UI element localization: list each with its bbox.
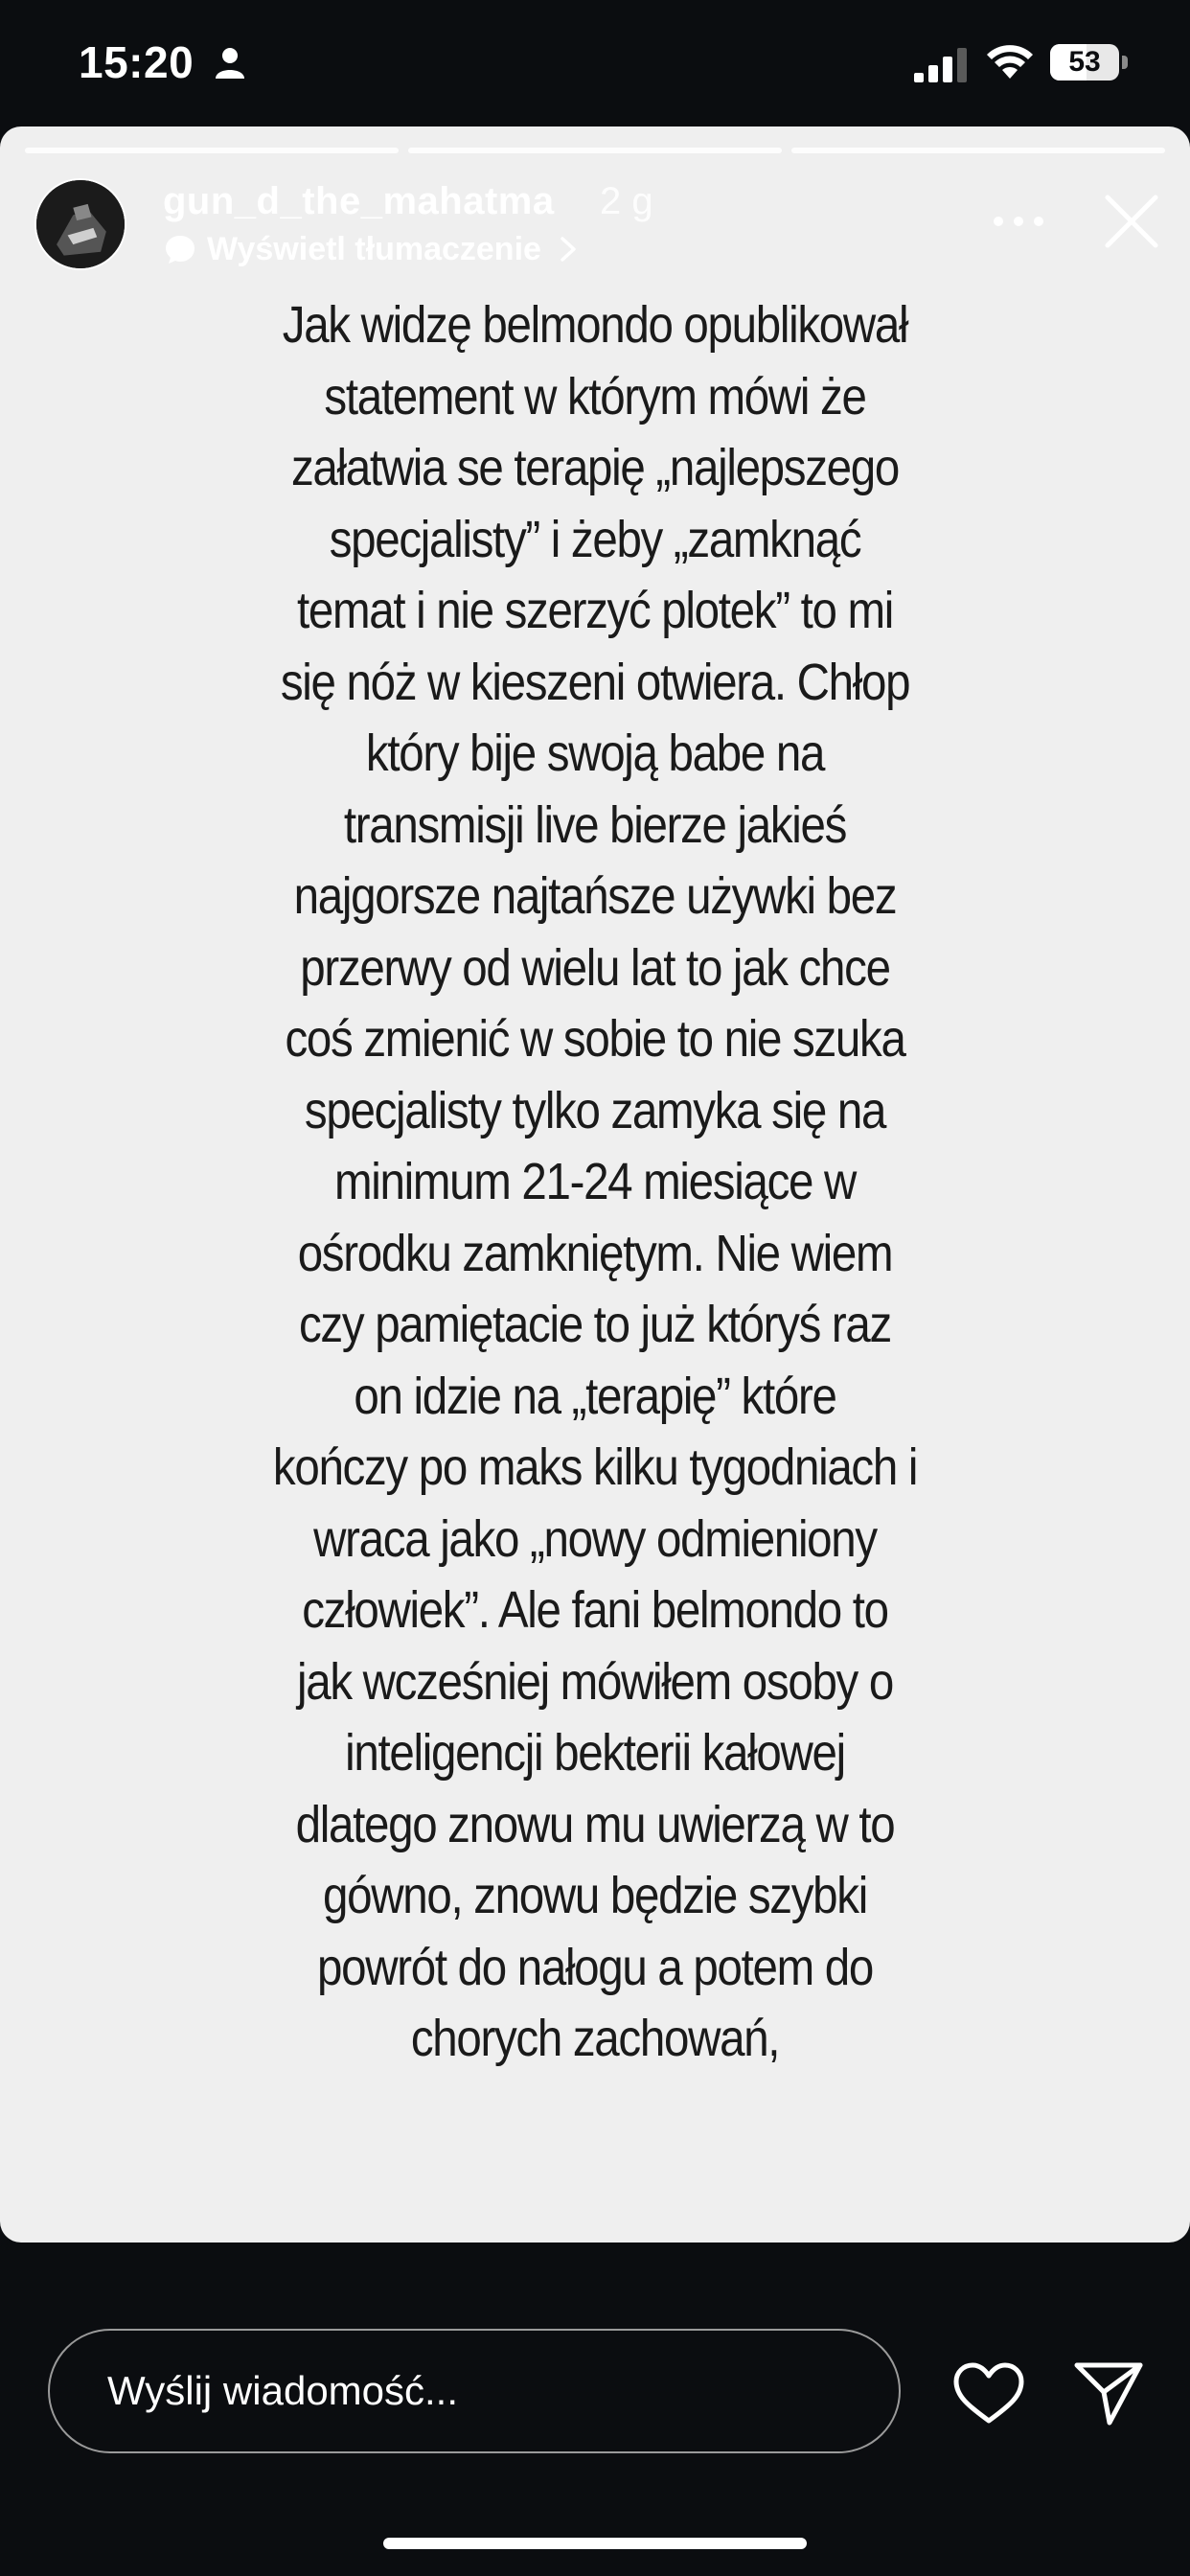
- story-text-line: dlatego znowu mu uwierzą w to: [295, 1795, 895, 1853]
- story-text-line: Jak widzę belmondo opublikował: [282, 296, 908, 354]
- story-card[interactable]: [0, 126, 1190, 2242]
- story-text-line: czy pamiętacie to już któryś raz: [298, 1296, 891, 1353]
- status-bar: [0, 0, 1190, 126]
- battery-level: 53: [1068, 46, 1101, 78]
- story-text-line: załatwia se terapię „najlepszego: [290, 439, 899, 496]
- home-indicator: [383, 2538, 807, 2549]
- status-time: 15:20: [79, 37, 195, 87]
- person-icon: [213, 46, 247, 80]
- progress-segment: [408, 148, 782, 153]
- more-icon[interactable]: [991, 207, 1046, 236]
- story-text-line: powrót do nałogu a potem do: [317, 1938, 873, 1996]
- story-text-line: specjalisty” i żeby „zamknąć: [329, 510, 861, 568]
- reply-bar: [0, 2242, 1190, 2576]
- story-text-line: transmisji live bierze jakieś: [343, 795, 847, 854]
- heart-icon[interactable]: [950, 2359, 1027, 2426]
- send-icon[interactable]: [1071, 2356, 1146, 2430]
- story-text-line: temat i nie szerzyć plotek” to mi: [297, 582, 893, 639]
- story-age: 2 g: [600, 180, 653, 222]
- story-username[interactable]: gun_d_the_mahatma: [163, 180, 555, 222]
- story-text-line: który bije swoją babe na: [365, 724, 825, 782]
- story-text: [257, 289, 933, 2075]
- signal-icon: [912, 48, 970, 82]
- story-progress: [25, 148, 1165, 153]
- story-text-line: coś zmienić w sobie to nie szuka: [285, 1010, 905, 1068]
- story-text-line: chorych zachowań,: [410, 2010, 780, 2067]
- story-text-line: jak wcześniej mówiłem osoby o: [297, 1652, 893, 1711]
- story-text-line: najgorsze najtańsze używki bez: [293, 867, 897, 925]
- close-icon[interactable]: [1102, 192, 1161, 251]
- story-text-line: ośrodku zamkniętym. Nie wiem: [297, 1224, 893, 1282]
- story-text-line: kończy po maks kilku tygodniach i: [272, 1438, 918, 1496]
- progress-segment: [25, 148, 399, 153]
- speech-bubble-icon: [163, 232, 197, 266]
- chevron-right-icon: [557, 235, 580, 264]
- story-text-line: człowiek”. Ale fani belmondo to: [302, 1581, 888, 1639]
- battery-icon: [1050, 44, 1129, 80]
- story-text-line: się nóż w kieszeni otwiera. Chłop: [280, 653, 910, 711]
- avatar[interactable]: [34, 178, 126, 270]
- wifi-icon: [985, 42, 1035, 80]
- story-text-line: przerwy od wielu lat to jak chce: [300, 938, 890, 997]
- progress-segment: [791, 148, 1165, 153]
- translate-label: Wyświetl tłumaczenie: [207, 230, 541, 267]
- story-text-line: minimum 21-24 miesiące w: [333, 1153, 857, 1210]
- story-text-line: statement w którym mówi że: [324, 367, 866, 426]
- story-text-line: on idzie na „terapię” które: [354, 1367, 836, 1425]
- story-text-line: gówno, znowu będzie szybki: [323, 1867, 867, 1924]
- translate-link[interactable]: [163, 226, 580, 272]
- story-text-line: inteligencji bekterii kałowej: [345, 1724, 845, 1782]
- story-text-line: wraca jako „nowy odmieniony: [313, 1509, 877, 1568]
- message-input[interactable]: [48, 2329, 901, 2453]
- story-text-line: specjalisty tylko zamyka się na: [304, 1081, 886, 1139]
